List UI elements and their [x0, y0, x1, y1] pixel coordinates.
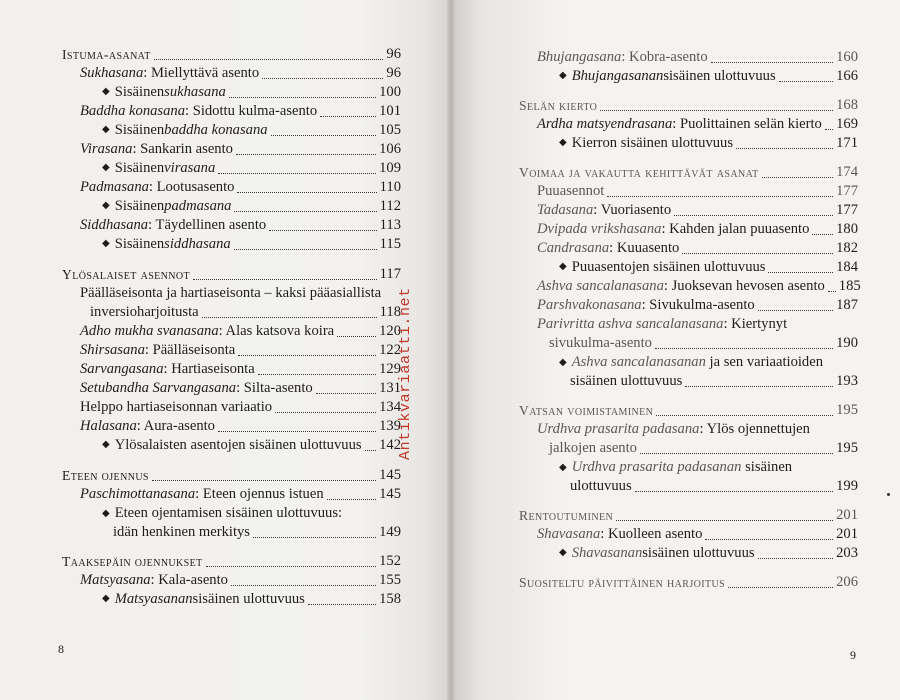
entry-italic: Shirsasana	[80, 342, 145, 358]
leader	[635, 491, 833, 492]
leader	[258, 374, 376, 375]
entry-italic: sukhasana	[164, 84, 226, 100]
entry-text-line2: sisäinen ulottuvuus	[570, 373, 683, 389]
left-page	[0, 0, 447, 700]
leader	[640, 453, 833, 454]
toc-section	[62, 552, 401, 571]
leader	[758, 558, 834, 559]
leader	[600, 110, 833, 111]
section-title: Selän kierto	[519, 98, 598, 113]
entry-text: : Hartiaseisonta	[163, 361, 255, 377]
page-number: 177	[836, 183, 858, 199]
page-number: 131	[379, 380, 401, 396]
entry-text: Sisäinen	[114, 160, 165, 176]
page-number: 190	[836, 335, 858, 351]
entry-text-line1: Päälläseisonta ja hartiaseisonta – kaksi pääasiallista	[80, 285, 382, 301]
entry-text-line1: : Ylös ojennettujen	[699, 421, 810, 437]
leader	[308, 604, 376, 605]
leader	[218, 173, 376, 174]
entry-text: Ylösalaisten asentojen sisäinen ulottuvuus	[114, 437, 362, 453]
page-number: 185	[838, 278, 861, 294]
page-number: 169	[836, 116, 858, 132]
entry-text: : Miellyttävä asento	[143, 65, 260, 81]
leader	[193, 279, 377, 280]
page-number: 112	[379, 198, 401, 214]
leader	[674, 215, 833, 216]
entry-italic: Bhujangasana	[537, 49, 622, 65]
entry-text-line1: ja sen variaatioiden	[705, 354, 823, 370]
toc-entry	[102, 159, 401, 178]
entry-italic: Matsyasanan	[114, 591, 193, 607]
section-title: Vatsan voimistaminen	[519, 403, 654, 418]
leader	[812, 234, 833, 235]
page-number: 166	[836, 68, 858, 84]
leader	[271, 135, 377, 136]
page-number: 122	[379, 342, 401, 358]
leader	[327, 499, 376, 500]
entry-text: sisäinen ulottuvuus	[642, 545, 755, 561]
toc-section	[519, 573, 858, 592]
leader	[685, 386, 833, 387]
entry-italic: Halasana	[80, 418, 137, 434]
entry-italic: Urdhva prasarita padasanan	[571, 459, 742, 475]
page-number: 174	[836, 164, 858, 180]
toc-entry	[549, 439, 858, 458]
toc-section	[519, 401, 858, 420]
toc-entry	[113, 523, 401, 542]
toc-entry	[102, 83, 401, 102]
leader	[206, 566, 376, 567]
leader	[253, 537, 376, 538]
page-number: 155	[379, 572, 401, 588]
entry-text: : Kuolleen asento	[600, 526, 703, 542]
leader	[337, 336, 376, 337]
toc-section	[519, 506, 858, 525]
leader	[607, 196, 833, 197]
toc-entry	[80, 102, 401, 121]
entry-text: Sisäinen	[114, 198, 165, 214]
entry-italic: Dvipada vrikshasana	[537, 221, 662, 237]
entry-text: Puuasentojen sisäinen ulottuvuus	[571, 259, 766, 275]
entry-text: : Kuuasento	[609, 240, 680, 256]
toc-entry	[80, 360, 401, 379]
entry-italic: Bhujangasanan	[571, 68, 664, 84]
entry-text: : Juoksevan hevosen asento	[663, 278, 825, 294]
toc-section	[519, 96, 858, 115]
page-number: 182	[836, 240, 858, 256]
entry-italic: Candrasana	[537, 240, 610, 256]
entry-italic: padmasana	[164, 198, 232, 214]
page-number: 201	[836, 507, 858, 523]
page-number: 109	[379, 160, 401, 176]
entry-italic: Urdhva prasarita padasana	[537, 421, 700, 437]
leader	[758, 310, 833, 311]
book-gutter	[447, 0, 455, 700]
toc-entry	[559, 67, 858, 86]
entry-text: sisäinen ulottuvuus	[192, 591, 305, 607]
toc-entry	[559, 134, 858, 153]
page-number: 115	[379, 236, 401, 252]
toc-section	[519, 163, 858, 182]
page-number: 96	[386, 65, 401, 81]
leader	[237, 192, 376, 193]
leader	[762, 177, 834, 178]
toc-entry	[80, 398, 401, 417]
page-number: 110	[379, 179, 401, 195]
leader	[234, 249, 377, 250]
entry-text: Puuasennot	[537, 183, 605, 199]
entry-text: Helppo hartiaseisonnan variaatio	[80, 399, 273, 415]
entry-italic: Shavasana	[537, 526, 601, 542]
entry-text: : Lootusasento	[148, 179, 235, 195]
leader	[234, 211, 376, 212]
bullet-icon: ◆	[559, 357, 567, 368]
page-number: 184	[836, 259, 858, 275]
toc-entry	[80, 216, 401, 235]
entry-italic: Adho mukha svanasana	[80, 323, 219, 339]
entry-italic: Tadasana	[537, 202, 594, 218]
section-title: Rentoutuminen	[519, 508, 614, 523]
entry-italic: Matsyasana	[80, 572, 151, 588]
entry-text: : Täydellinen asento	[148, 217, 267, 233]
page-folio: 9	[850, 648, 856, 662]
leader	[269, 230, 376, 231]
page-number: 201	[836, 526, 858, 542]
leader	[825, 129, 833, 130]
toc-entry-multiline	[559, 353, 858, 373]
bullet-icon: ◆	[102, 124, 110, 135]
page-number: 145	[379, 486, 401, 502]
entry-italic: Baddha konasana	[80, 103, 185, 119]
entry-italic: Parivritta ashva sancalanasana	[537, 316, 724, 332]
entry-text-line2: sivukulma-asento	[549, 335, 652, 351]
toc-entry	[102, 235, 401, 254]
entry-text-line1: : Kiertynyt	[723, 316, 788, 332]
leader	[682, 253, 833, 254]
toc-section	[62, 265, 401, 284]
entry-italic: baddha konasana	[164, 122, 268, 138]
right-page	[455, 0, 900, 700]
bullet-icon: ◆	[559, 547, 567, 558]
page-folio: 8	[58, 642, 64, 656]
section-title: Voimaa ja vakautta kehittävät asanat	[519, 165, 759, 180]
toc-entry	[537, 115, 858, 134]
leader	[236, 154, 376, 155]
page-number: 168	[836, 97, 858, 113]
print-speck	[887, 493, 890, 496]
toc-entry	[549, 334, 858, 353]
bullet-icon: ◆	[102, 200, 110, 211]
entry-text: Sisäinen	[114, 84, 165, 100]
toc-entry	[537, 201, 858, 220]
bullet-icon: ◆	[102, 86, 110, 97]
entry-italic: Setubandha Sarvangasana	[80, 380, 237, 396]
watermark-stamp	[392, 270, 416, 460]
entry-italic: Shavasanan	[571, 545, 643, 561]
leader	[229, 97, 376, 98]
section-title: Istuma-asanat	[62, 47, 151, 62]
toc-entry	[102, 590, 401, 609]
entry-text: : Puolittainen selän kierto	[672, 116, 822, 132]
toc-entry-multiline	[102, 504, 401, 524]
bullet-icon: ◆	[102, 439, 110, 450]
toc-entry	[80, 322, 401, 341]
toc-entry	[537, 296, 858, 315]
leader	[320, 116, 376, 117]
bullet-icon: ◆	[102, 238, 110, 249]
entry-text: : Kala-asento	[150, 572, 228, 588]
entry-italic: Ashva sancalanasanan	[571, 354, 706, 370]
page-number: 96	[386, 46, 401, 62]
toc-entry	[80, 64, 401, 83]
toc-entry	[559, 544, 858, 563]
bullet-icon: ◆	[559, 70, 567, 81]
watermark-text: Antikvariaatti.net	[397, 287, 414, 460]
entry-text: : Kahden jalan puuasento	[661, 221, 810, 237]
page-number: 199	[836, 478, 858, 494]
toc-right	[455, 0, 900, 700]
section-title: Taaksepäin ojennukset	[62, 554, 203, 569]
leader	[728, 587, 833, 588]
entry-italic: Siddhasana	[80, 217, 149, 233]
entry-italic: Sarvangasana	[80, 361, 164, 377]
toc-entry	[102, 197, 401, 216]
leader	[779, 81, 833, 82]
toc-section	[62, 466, 401, 485]
toc-entry	[537, 277, 861, 296]
toc-entry	[80, 379, 401, 398]
entry-italic: siddhasana	[164, 236, 231, 252]
page-number: 180	[836, 221, 858, 237]
entry-text: : Silta-asento	[236, 380, 313, 396]
section-title: Suositeltu päivittäinen harjoitus	[519, 575, 726, 590]
toc-entry	[537, 220, 858, 239]
leader	[616, 520, 833, 521]
toc-entry	[537, 182, 858, 201]
page-number: 113	[379, 217, 401, 233]
leader	[275, 412, 376, 413]
toc-entry	[80, 341, 401, 360]
leader	[202, 317, 377, 318]
bullet-icon: ◆	[559, 462, 567, 473]
leader	[316, 393, 376, 394]
toc-entry-multiline	[559, 458, 858, 478]
entry-text-line2: inversioharjoitusta	[90, 304, 199, 320]
toc-entry-multiline	[537, 315, 858, 334]
entry-text-line1: Eteen ojentamisen sisäinen ulottuvuus:	[114, 505, 343, 521]
entry-text: : Päälläseisonta	[144, 342, 236, 358]
toc-entry	[102, 436, 401, 455]
page-number: 187	[836, 297, 858, 313]
leader	[231, 585, 376, 586]
toc-entry-multiline	[80, 284, 401, 303]
section-title: Ylösalaiset asennot	[62, 267, 191, 282]
page-number: 101	[379, 103, 401, 119]
toc-entry	[80, 178, 401, 197]
entry-text-line2: idän henkinen merkitys	[113, 524, 250, 540]
toc-entry	[570, 372, 858, 391]
entry-text: Sisäinen	[114, 236, 165, 252]
page-number: 134	[379, 399, 401, 415]
page-number: 152	[379, 553, 401, 569]
page-number: 206	[836, 574, 858, 590]
toc-entry	[102, 121, 401, 140]
toc-entry	[559, 258, 858, 277]
entry-text: : Alas katsova koira	[218, 323, 335, 339]
entry-text: Kierron sisäinen ulottuvuus	[571, 135, 734, 151]
entry-italic: Parshvakonasana	[537, 297, 642, 313]
leader	[736, 148, 833, 149]
entry-italic: Ashva sancalanasana	[537, 278, 664, 294]
page-number: 139	[379, 418, 401, 434]
toc-entry	[80, 417, 401, 436]
bullet-icon: ◆	[102, 162, 110, 173]
entry-text: sisäinen ulottuvuus	[663, 68, 776, 84]
toc-entry	[537, 239, 858, 258]
entry-text-line2: ulottuvuus	[570, 478, 632, 494]
toc-entry	[537, 48, 858, 67]
page-number: 120	[379, 323, 401, 339]
toc-entry	[90, 303, 401, 322]
leader	[152, 480, 376, 481]
entry-italic: Padmasana	[80, 179, 149, 195]
leader	[365, 450, 377, 451]
leader	[154, 59, 384, 60]
leader	[828, 291, 836, 292]
section-title: Eteen ojennus	[62, 468, 149, 483]
page-number: 193	[836, 373, 858, 389]
entry-text: : Kobra-asento	[621, 49, 708, 65]
entry-text: : Sidottu kulma-asento	[185, 103, 318, 119]
page-number: 171	[836, 135, 858, 151]
toc-entry	[570, 477, 858, 496]
page-number: 100	[379, 84, 401, 100]
toc-left	[0, 0, 447, 700]
leader	[705, 539, 833, 540]
entry-italic: virasana	[164, 160, 216, 176]
page-number: 160	[836, 49, 858, 65]
page-number: 195	[836, 402, 858, 418]
entry-text: : Aura-asento	[136, 418, 215, 434]
page-number: 158	[379, 591, 401, 607]
bullet-icon: ◆	[102, 508, 110, 519]
leader	[218, 431, 376, 432]
toc-entry	[537, 525, 858, 544]
entry-italic: Ardha matsyendrasana	[537, 116, 673, 132]
leader	[655, 348, 833, 349]
page-number: 129	[379, 361, 401, 377]
entry-text-line2: jalkojen asento	[549, 440, 637, 456]
toc-entry	[80, 485, 401, 504]
entry-text: : Sivukulma-asento	[641, 297, 755, 313]
page-number: 105	[379, 122, 401, 138]
leader	[262, 78, 383, 79]
bullet-icon: ◆	[559, 261, 567, 272]
leader	[711, 62, 833, 63]
entry-text: Sisäinen	[114, 122, 165, 138]
leader	[656, 415, 833, 416]
bullet-icon: ◆	[559, 137, 567, 148]
toc-section	[62, 45, 401, 64]
leader	[238, 355, 376, 356]
toc-entry	[80, 140, 401, 159]
entry-text-line1: sisäinen	[741, 459, 793, 475]
entry-text: : Sankarin asento	[132, 141, 233, 157]
page-number: 195	[836, 440, 858, 456]
entry-text: : Eteen ojennus istuen	[195, 486, 324, 502]
toc-entry	[80, 571, 401, 590]
bullet-icon: ◆	[102, 593, 110, 604]
page-number: 145	[379, 467, 401, 483]
toc-entry-multiline	[537, 420, 858, 439]
page-number: 203	[836, 545, 858, 561]
entry-italic: Sukhasana	[80, 65, 144, 81]
leader	[768, 272, 833, 273]
entry-text: : Vuoriasento	[593, 202, 672, 218]
page-number: 142	[379, 437, 401, 453]
page-number: 118	[379, 304, 401, 320]
entry-italic: Virasana	[80, 141, 133, 157]
entry-italic: Paschimottanasana	[80, 486, 196, 502]
page-number: 106	[379, 141, 401, 157]
page-number: 177	[836, 202, 858, 218]
page-number: 149	[379, 524, 401, 540]
page-number: 117	[379, 266, 401, 282]
